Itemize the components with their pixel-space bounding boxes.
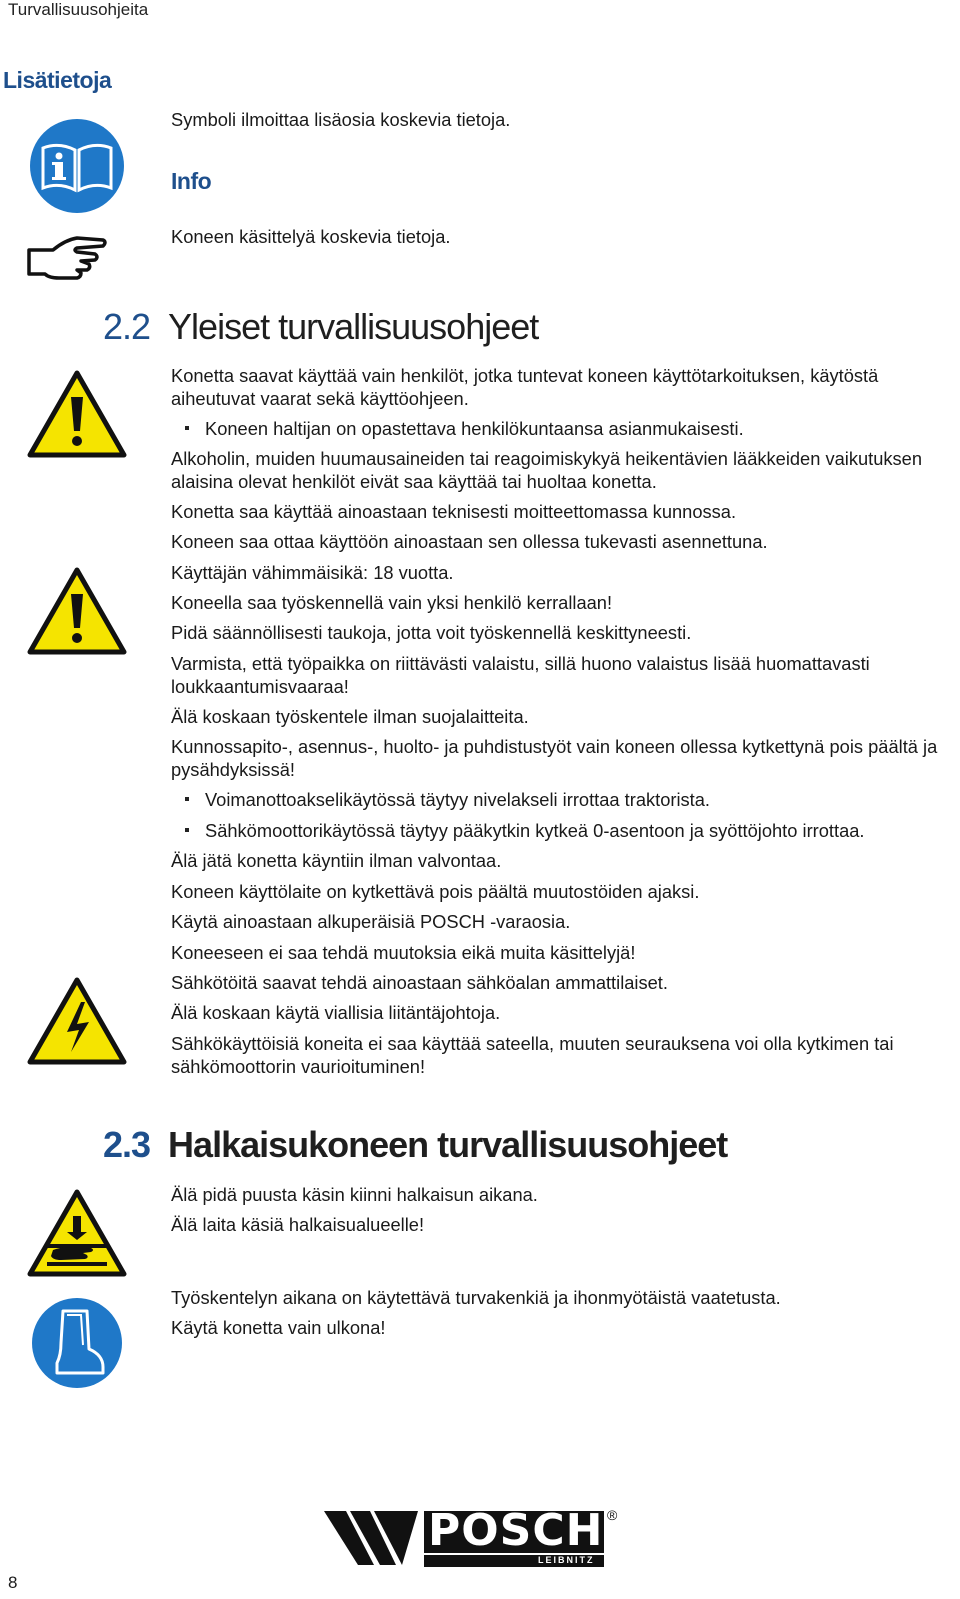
posch-logo — [324, 1505, 624, 1571]
safety-boot-icon — [31, 1297, 123, 1394]
paragraph: Käytä ainoastaan alkuperäisiä POSCH -varaosia. — [171, 911, 571, 932]
paragraph: Älä koskaan käytä viallisia liitäntäjohtoja. — [171, 1002, 501, 1023]
information-book-icon — [29, 118, 125, 219]
hand-crush-warning-icon — [27, 1188, 127, 1283]
paragraph: Älä jätä konetta käyntiin ilman valvontaa. — [171, 850, 502, 871]
section-number: 2.2 — [103, 306, 151, 347]
logo-wordmark: POSCH — [428, 1505, 604, 1556]
bullet-text: Sähkömoottorikäytössä täytyy pääkytkin kytkeä 0-asentoon ja syöttöjohto irrottaa. — [205, 820, 865, 841]
section-heading-2-2 — [103, 306, 538, 348]
paragraph: Varmista, että työpaikka on riittävästi valaistu, sillä huono valaistus lisää huomattavasti loukkaantumisvaaraa! — [171, 653, 870, 697]
paragraph: Koneen käyttölaite on kytkettävä pois päältä muutostöiden ajaksi. — [171, 881, 700, 902]
warning-exclamation-icon — [27, 369, 127, 464]
page-number: 8 — [8, 1573, 18, 1592]
paragraph: Pidä säännöllisesti taukoja, jotta voit työskennellä keskittyneesti. — [171, 622, 692, 643]
logo-subtext: LEIBNITZ — [538, 1555, 595, 1565]
bullet-text: Voimanottoakselikäytössä täytyy nivelakseli irrottaa traktorista. — [205, 789, 710, 810]
electrical-hazard-icon — [27, 976, 127, 1071]
paragraph: Koneella saa työskennellä vain yksi henkilö kerrallaan! — [171, 592, 613, 613]
section-title: Yleiset turvallisuusohjeet — [168, 306, 539, 347]
pointing-hand-icon — [25, 232, 109, 289]
running-header: Turvallisuusohjeita — [8, 0, 149, 19]
paragraph: Alkoholin, muiden huumausaineiden tai reagoimiskykyä heikentävien lääkkeiden vaikutuksen alaisina olevat henkilöt eivät saa käyttää tai huoltaa konetta. — [171, 448, 922, 492]
section-title-info: Info — [171, 168, 212, 194]
paragraph: Älä pidä puusta käsin kiinni halkaisun aikana. — [171, 1184, 538, 1205]
paragraph: Koneeseen ei saa tehdä muutoksia eikä muita käsittelyjä! — [171, 942, 636, 963]
registered-mark: ® — [607, 1507, 618, 1523]
paragraph: Älä laita käsiä halkaisualueelle! — [171, 1214, 425, 1235]
paragraph: Älä koskaan työskentele ilman suojalaitteita. — [171, 706, 529, 727]
paragraph: Sähkökäyttöisiä koneita ei saa käyttää sateella, muuten seurauksena voi olla kytkimen tai sähkömoottorin vaurioituminen! — [171, 1033, 894, 1077]
paragraph: Käyttäjän vähimmäisikä: 18 vuotta. — [171, 562, 454, 583]
bullet-text: Koneen haltijan on opastettava henkilökuntaansa asianmukaisesti. — [205, 418, 744, 439]
section-title: Halkaisukoneen turvallisuusohjeet — [168, 1124, 728, 1165]
paragraph: Koneen saa ottaa käyttöön ainoastaan sen ollessa tukevasti asennettuna. — [171, 531, 768, 552]
paragraph: Konetta saavat käyttää vain henkilöt, jotka tuntevat koneen käyttötarkoituksen, käytöstä aiheutuvat vaarat sekä käyttöohjeen. — [171, 365, 879, 409]
section-number: 2.3 — [103, 1124, 151, 1165]
paragraph: Kunnossapito-, asennus-, huolto- ja puhdistustyöt vain koneen ollessa kytkettynä pois päältä ja pysähdyksissä! — [171, 736, 938, 780]
paragraph: Konetta saa käyttää ainoastaan teknisesti moitteettomassa kunnossa. — [171, 501, 737, 522]
paragraph: Työskentelyn aikana on käytettävä turvakenkiä ja ihonmyötäistä vaatetusta. — [171, 1287, 781, 1308]
bullet-marker — [185, 797, 189, 801]
section-heading-2-3 — [103, 1124, 727, 1166]
warning-exclamation-icon — [27, 566, 127, 661]
bullet-marker — [185, 426, 189, 430]
info-text: Koneen käsittelyä koskevia tietoja. — [171, 226, 451, 247]
section-title-lisatietoja: Lisätietoja — [3, 67, 112, 93]
paragraph: Käytä konetta vain ulkona! — [171, 1317, 386, 1338]
paragraph: Sähkötöitä saavat tehdä ainoastaan sähköalan ammattilaiset. — [171, 972, 668, 993]
bullet-marker — [185, 828, 189, 832]
lisatietoja-text: Symboli ilmoittaa lisäosia koskevia tietoja. — [171, 109, 511, 130]
